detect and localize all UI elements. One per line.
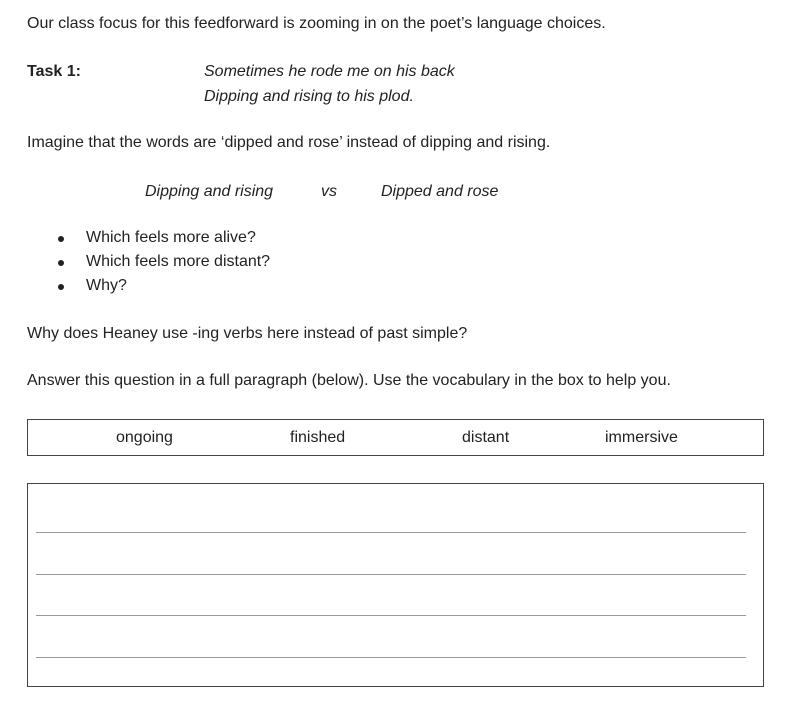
writing-line xyxy=(36,657,746,658)
quote-line-1: Sometimes he rode me on his back xyxy=(204,63,455,80)
writing-line xyxy=(36,532,746,533)
quote-line-2: Dipping and rising to his plod. xyxy=(204,88,414,105)
vocab-word: finished xyxy=(290,429,346,446)
vocab-word: immersive xyxy=(605,429,678,446)
bullet-item: Which feels more alive? xyxy=(86,229,256,246)
question-text: Why does Heaney use -ing verbs here instead of past simple? xyxy=(27,325,468,342)
vocab-word: ongoing xyxy=(116,429,173,446)
bullet-item: Why? xyxy=(86,277,127,294)
bullet-icon xyxy=(58,284,64,290)
bullet-item: Which feels more distant? xyxy=(86,253,271,270)
answer-box[interactable] xyxy=(27,483,764,687)
writing-line xyxy=(36,574,746,575)
bullet-icon xyxy=(58,236,64,242)
instruction-text: Answer this question in a full paragraph (below). Use the vocabulary in the box to help you. xyxy=(27,372,671,389)
vocab-word: distant xyxy=(462,429,510,446)
imagine-text: Imagine that the words are ‘dipped and rose’ instead of dipping and rising. xyxy=(27,134,551,151)
bullet-icon xyxy=(58,260,64,266)
comparison-right: Dipped and rose xyxy=(381,183,499,200)
comparison-vs: vs xyxy=(321,183,337,200)
vocabulary-box xyxy=(27,419,764,456)
writing-line xyxy=(36,615,746,616)
comparison-left: Dipping and rising xyxy=(145,183,274,200)
task-label: Task 1: xyxy=(27,63,81,80)
intro-text: Our class focus for this feedforward is zooming in on the poet’s language choices. xyxy=(27,15,606,32)
